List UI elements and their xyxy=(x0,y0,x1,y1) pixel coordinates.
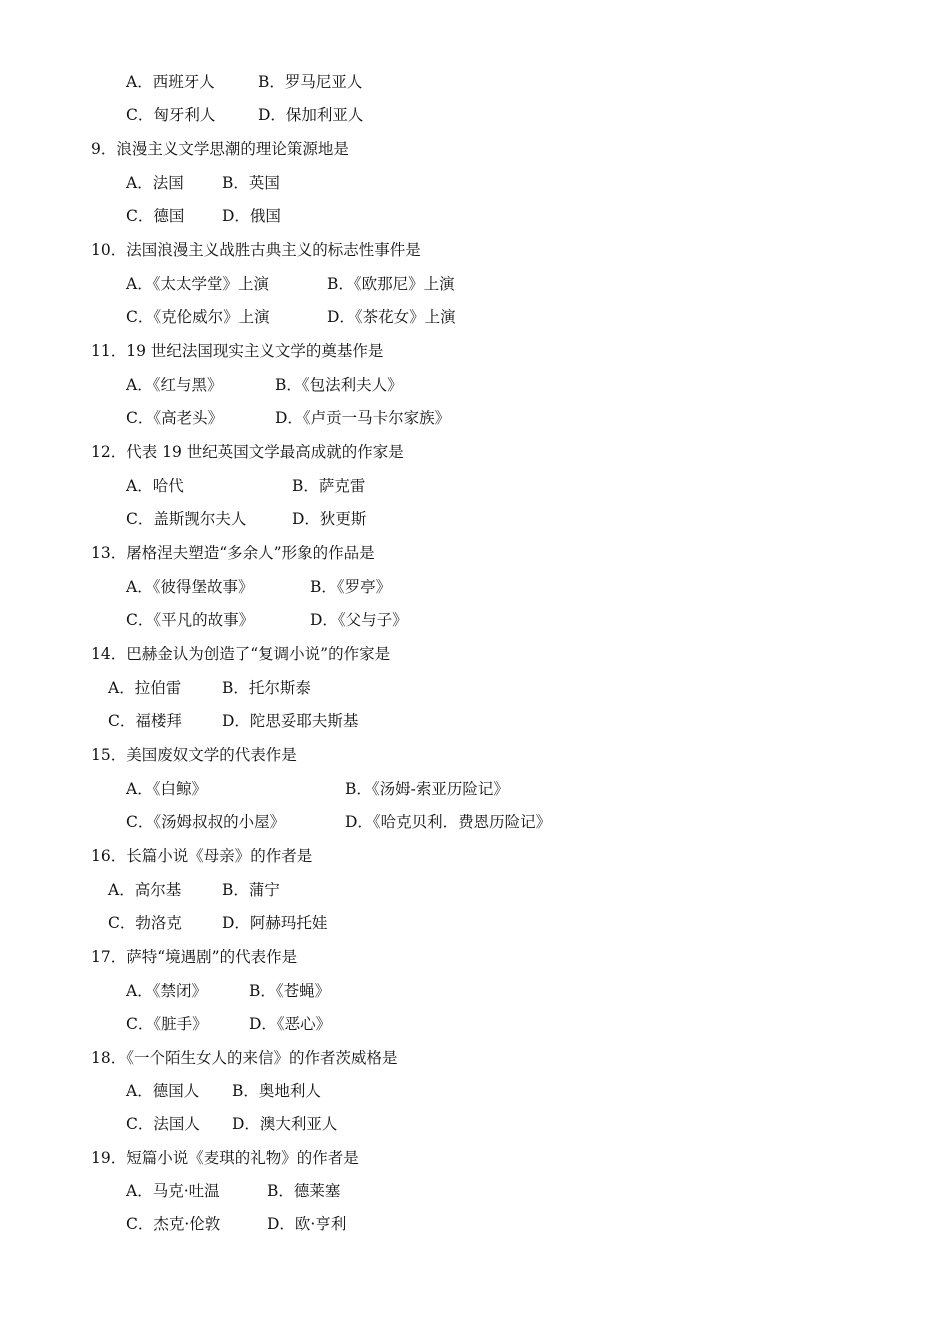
answer-option: B．德莱塞 xyxy=(267,1182,341,1200)
answer-option: C．《高老头》 xyxy=(126,409,224,427)
answer-option: A．《彼得堡故事》 xyxy=(126,578,254,596)
answer-option: C．德国 xyxy=(126,207,185,225)
answer-option: A．德国人 xyxy=(126,1082,200,1100)
answer-option: D．阿赫玛托娃 xyxy=(222,914,328,932)
answer-option: C．勃洛克 xyxy=(108,914,182,932)
answer-option: C．《克伦威尔》上演 xyxy=(126,308,270,326)
answer-option: B．托尔斯泰 xyxy=(222,679,311,697)
answer-option: C．法国人 xyxy=(126,1115,200,1133)
answer-option: D．欧·亨利 xyxy=(267,1215,347,1233)
answer-option: A．《太太学堂》上演 xyxy=(126,275,269,293)
answer-option: C．杰克·伦敦 xyxy=(126,1215,221,1233)
question-stem: 9．浪漫主义文学思潮的理论策源地是 xyxy=(91,140,349,158)
answer-option: D．陀思妥耶夫斯基 xyxy=(222,712,359,730)
answer-option: B．英国 xyxy=(222,174,280,192)
answer-option: C．福楼拜 xyxy=(108,712,182,730)
question-stem: 19．短篇小说《麦琪的礼物》的作者是 xyxy=(91,1149,359,1167)
answer-option: C．《平凡的故事》 xyxy=(126,611,255,629)
answer-option: B．奥地利人 xyxy=(232,1082,321,1100)
question-stem: 17．萨特“境遇剧”的代表作是 xyxy=(91,948,298,966)
answer-option: D．狄更斯 xyxy=(292,510,367,528)
answer-option: B．《汤姆-索亚历险记》 xyxy=(345,780,509,798)
answer-option: D．俄国 xyxy=(222,207,281,225)
answer-option: A．法国 xyxy=(126,174,184,192)
answer-option: C．盖斯觊尔夫人 xyxy=(126,510,247,528)
question-stem: 12．代表 19 世纪英国文学最高成就的作家是 xyxy=(91,443,404,461)
answer-option: B．《苍蝇》 xyxy=(249,982,331,1000)
answer-option: D．《卢贡一马卡尔家族》 xyxy=(275,409,451,427)
answer-option: B．《包法利夫人》 xyxy=(275,376,403,394)
answer-option: D．《恶心》 xyxy=(249,1015,332,1033)
answer-option: D．澳大利亚人 xyxy=(232,1115,338,1133)
question-stem: 14．巴赫金认为创造了“复调小说”的作家是 xyxy=(91,645,391,663)
answer-option: B．萨克雷 xyxy=(292,477,366,495)
question-stem: 16．长篇小说《母亲》的作者是 xyxy=(91,847,313,865)
answer-option: C．《汤姆叔叔的小屋》 xyxy=(126,813,286,831)
answer-option: C．《脏手》 xyxy=(126,1015,208,1033)
answer-option: B．《欧那尼》上演 xyxy=(327,275,455,293)
answer-option: A．西班牙人 xyxy=(126,73,215,91)
answer-option: D．《茶花女》上演 xyxy=(327,308,456,326)
answer-option: A．《白鲸》 xyxy=(126,780,207,798)
answer-option: B．《罗亭》 xyxy=(310,578,392,596)
answer-option: A．哈代 xyxy=(126,477,184,495)
answer-option: A．拉伯雷 xyxy=(108,679,182,697)
answer-option: C．匈牙利人 xyxy=(126,106,216,124)
answer-option: D．保加利亚人 xyxy=(258,106,364,124)
question-stem: 18．《一个陌生女人的来信》的作者茨威格是 xyxy=(91,1049,398,1067)
question-stem: 15．美国废奴文学的代表作是 xyxy=(91,746,297,764)
answer-option: D．《父与子》 xyxy=(310,611,408,629)
answer-option: B．蒲宁 xyxy=(222,881,280,899)
answer-option: A．马克·吐温 xyxy=(126,1182,220,1200)
answer-option: D．《哈克贝利．费恩历险记》 xyxy=(345,813,552,831)
question-stem: 10．法国浪漫主义战胜古典主义的标志性事件是 xyxy=(91,241,421,259)
answer-option: A．高尔基 xyxy=(108,881,182,899)
answer-option: B．罗马尼亚人 xyxy=(258,73,363,91)
question-stem: 11．19 世纪法国现实主义文学的奠基作是 xyxy=(91,342,384,360)
answer-option: A．《禁闭》 xyxy=(126,982,207,1000)
question-stem: 13．屠格涅夫塑造“多余人”形象的作品是 xyxy=(91,544,375,562)
answer-option: A．《红与黑》 xyxy=(126,376,223,394)
